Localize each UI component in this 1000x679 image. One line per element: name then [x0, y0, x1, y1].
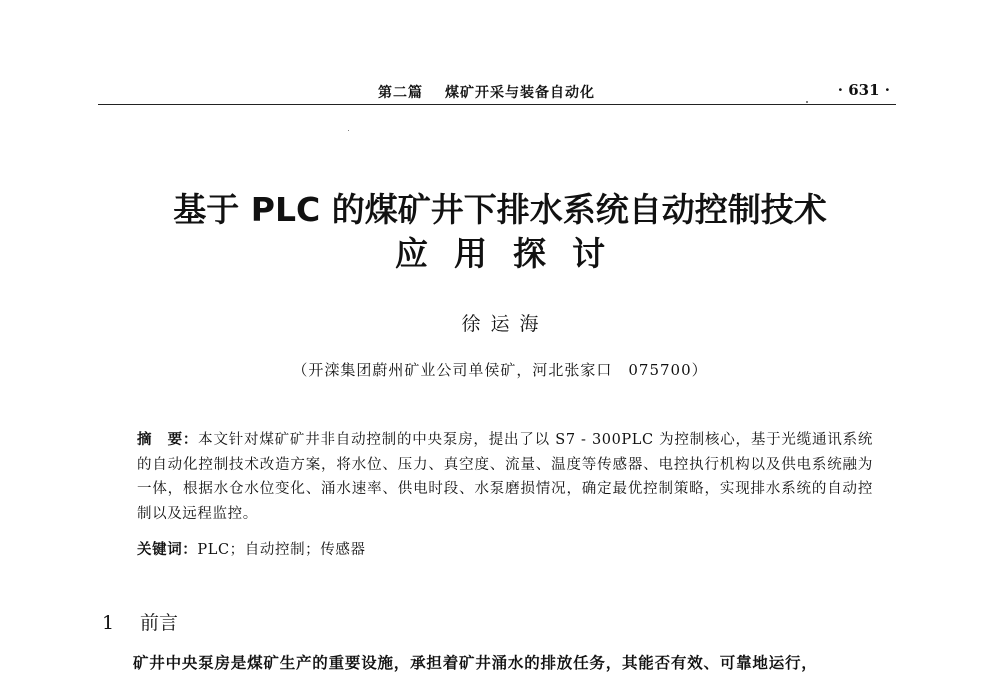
- page-number: · 631 ·: [837, 81, 890, 99]
- abstract-label: 摘 要：: [137, 432, 199, 448]
- author-name: 徐运海: [461, 313, 549, 335]
- abstract-text: 本文针对煤矿矿井非自动控制的中央泵房，提出了以 S7 - 300PLC 为控制核心，基于光缆通讯系统的自动化控制技术改造方案，将水位、压力、真空度、流量、温度等传感器、电控执行机构以及供电系统融为一体，根据水仓水位变化、涌水速率、供电时段、水泵磨损情况，确定最优控制策略，实现排水系统的自动控制以及远程监控。: [137, 432, 873, 522]
- section-title-text: 前言: [140, 612, 179, 634]
- article-title-line1: 基于 PLC 的煤矿井下排水系统自动控制技术: [173, 190, 827, 229]
- header-rule: [98, 104, 896, 105]
- section-title: 煤矿开采与装备自动化: [445, 85, 595, 101]
- section-heading: [102, 608, 178, 635]
- abstract: [137, 428, 873, 526]
- keywords: [137, 538, 366, 559]
- scan-speck: [806, 101, 808, 103]
- section-part: 第二篇: [378, 85, 423, 101]
- running-header: [98, 74, 896, 106]
- section-paragraph: 矿井中央泵房是煤矿生产的重要设施，承担着矿井涌水的排放任务，其能否有效、可靠地运行，: [133, 653, 818, 672]
- running-header-section: [378, 82, 595, 102]
- keywords-label: 关键词：: [137, 542, 198, 558]
- section-number: 1: [102, 612, 115, 634]
- scan-speck: [348, 130, 349, 131]
- author-affiliation: （开滦集团蔚州矿业公司单侯矿，河北张家口 075700）: [292, 361, 708, 379]
- article-title-line2: 应用探讨: [395, 234, 631, 273]
- keywords-text: PLC；自动控制；传感器: [197, 542, 366, 558]
